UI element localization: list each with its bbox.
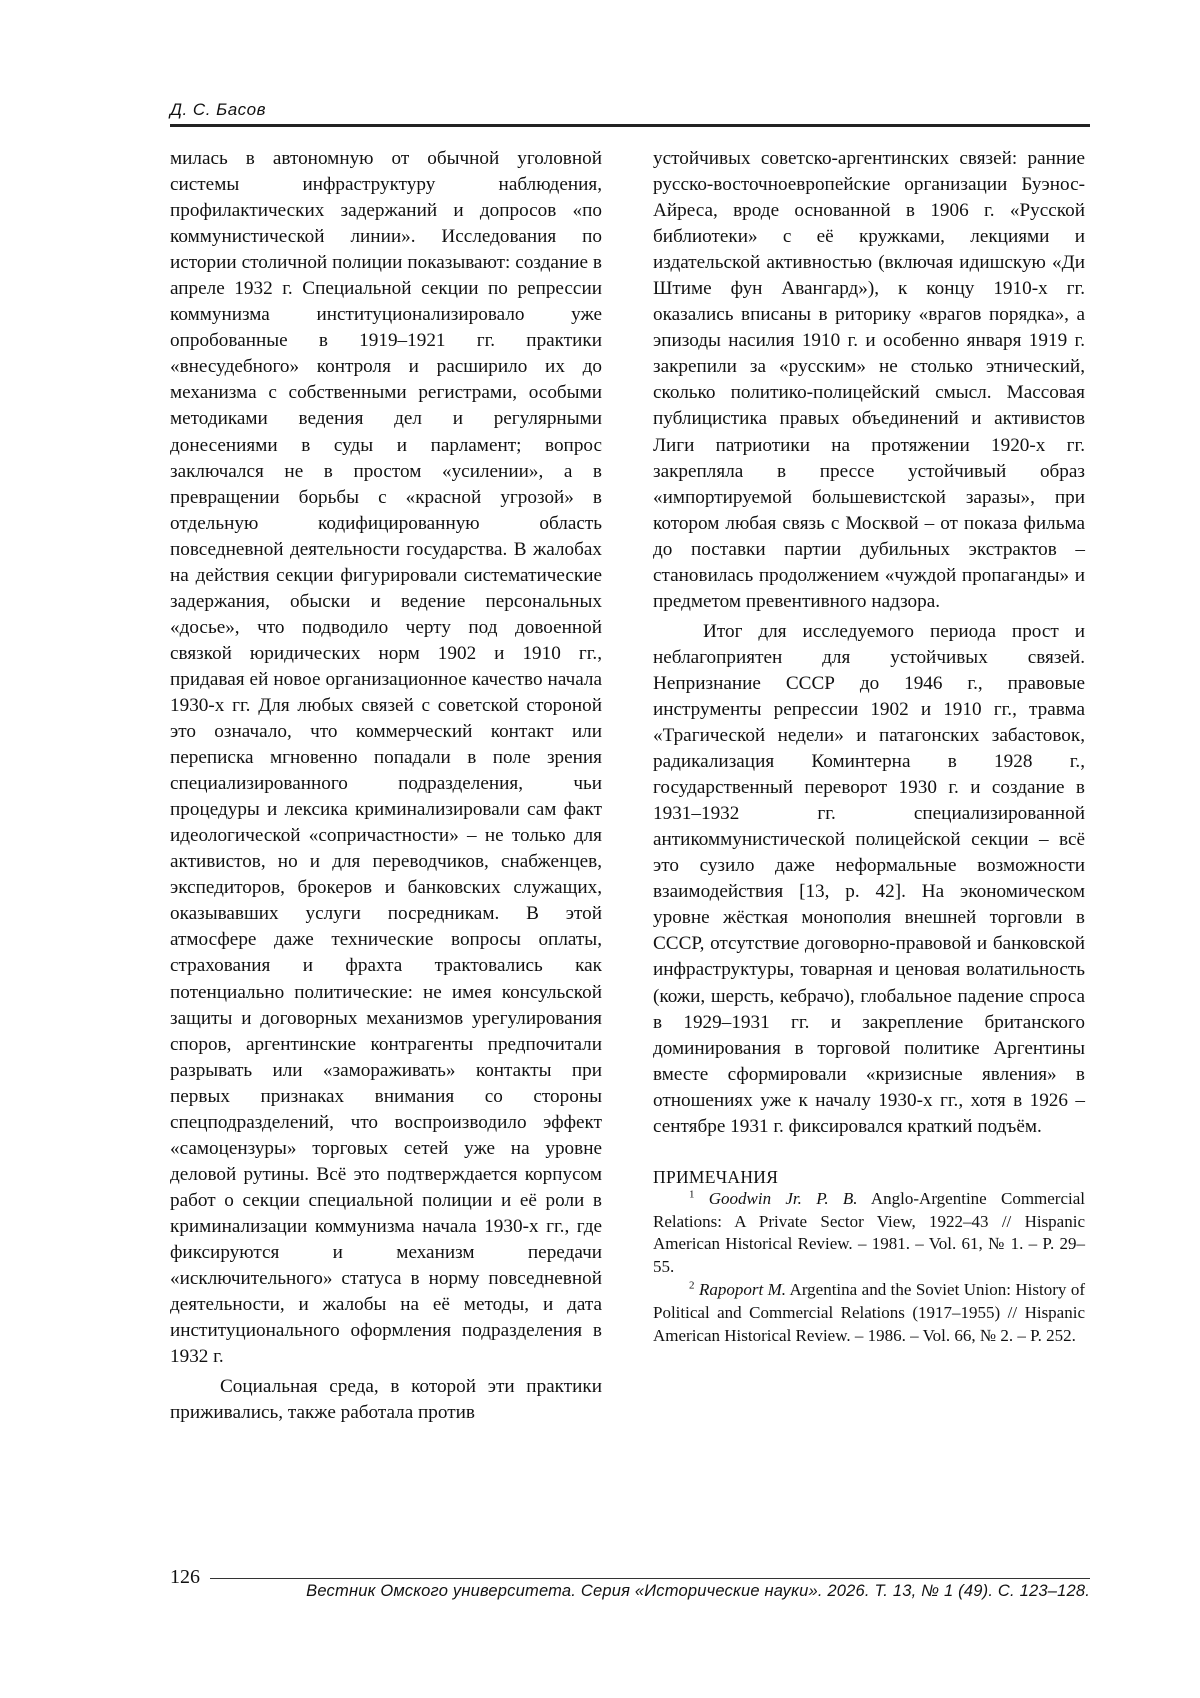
header-rule: [170, 124, 1090, 127]
body-paragraph: устойчивых советско-аргентинских связей: ранние русско-восточноевропейские организации Буэнос-Айреса, вроде основанной в 1906 г. «Русской библиотеки» с её кружками, лекциями и издательской активностью (включая идишскую «Ди Штиме фун Авангард»), к концу 1910-х гг. оказались вписаны в риторику «врагов порядка», а эпизоды насилия 1910 г. и особенно января 1919 г. закрепили за «русским» не столько этнический, сколько политико-полицейский смысл. Массовая публицистика правых объединений и активистов Лиги патриотики на протяжении 1920-х гг. закрепляла в прессе устойчивый образ «импортируемой большевистской заразы», при котором любая связь с Москвой – от показа фильма до поставки партии дубильных экстрактов – становилась продолжением «чуждой пропаганды» и предметом превентивного надзора.: [653, 148, 1085, 612]
journal-citation: Вестник Омского университета. Серия «Исторические науки». 2026. Т. 13, № 1 (49). С. 123–128.: [306, 1582, 1090, 1600]
right-column: [653, 146, 1085, 1347]
body-paragraph: милась в автономную от обычной уголовной системы инфраструктуру наблюдения, профилактических задержаний и допросов «по коммунистической линии». Исследования по истории столичной полиции показывают: создание в апреле 1932 г. Специальной секции по репрессии коммунизма институционализировало уже опробованные в 1919–1921 гг. практики «внесудебного» контроля и расширило их до механизма с собственными регистрами, особыми методиками ведения дел и регулярными донесениями в суды и парламент; вопрос заключался не в простом «усилении», а в превращении борьбы с «красной угрозой» в отдельную кодифицированную область повседневной деятельности государства. В жалобах на действия секции фигурировали систематические задержания, обыски и ведение персональных «досье», что подводило черту под довоенной связкой юридических норм 1902 и 1910 гг., придавая ей новое организационное качество начала 1930-х гг. Для любых связей с советской стороной это означало, что коммерческий контакт или переписка мгновенно попадали в поле зрения специализированного подразделения, чьи процедуры и лексика криминализировали сам факт идеологической «сопричастности» – не только для активистов, но и для переводчиков, снабженцев, экспедиторов, брокеров и банковских служащих, оказывавших услуги посредникам. В этой атмосфере даже технические вопросы оплаты, страхования и фрахта трактовались как потенциально политические: не имея консульской защиты и договорных механизмов урегулирования споров, аргентинские контрагенты предпочитали разрывать или «замораживать» контакты при первых признаках внимания со стороны спецподразделений, что воспроизводило эффект «самоцензуры» торговых сетей уже на уровне деловой рутины. Всё это подтверждается корпусом работ о секции специальной полиции и её роли в криминализации коммунизма начала 1930-х гг., где фиксируются и механизм передачи «исключительного» статуса в норму повседневной деятельности, и жалобы на её методы, и дата институционального оформления подразделения в 1932 г.: [170, 148, 602, 1368]
running-head-author: Д. С. Басов: [170, 100, 266, 119]
left-column: [170, 146, 602, 1426]
body-paragraph: Итог для исследуемого периода прост и неблагоприятен для устойчивых связей. Непризнание СССР до 1946 г., правовые инструменты репрессии 1902 и 1910 гг., травма «Трагической недели» и патагонских забастовок, радикализация Коминтерна в 1928 г., государственный переворот 1930 г. и создание в 1931–1932 гг. специализированной антикоммунистической полицейской секции – всё это сузило даже неформальные возможности взаимодействия [13, p. 42]. На экономическом уровне жёсткая монополия внешней торговли в СССР, отсутствие договорно-правовой и банковской инфраструктуры, товарная и ценовая волатильность (кожи, шерсть, кебрачо), глобальное падение спроса в 1929–1931 гг. и закрепление британского доминирования в торговой политике Аргентины вместе сформировали «кризисные явления» в отношениях уже к началу 1930-х гг., хотя в 1926 – сентябре 1931 г. фиксировался краткий подъём.: [653, 620, 1085, 1137]
footnote: [653, 1188, 1085, 1279]
footnote: [653, 1279, 1085, 1347]
footnote-text: Anglo-Argentine Commercial Relations: A Private Sector View, 1922–43 // Hispanic American Historical Review. – 1981. – Vol. 61, № 1. – P. 29–55.: [653, 1188, 1086, 1277]
footer-rule: [210, 1578, 1090, 1579]
footnote-number: 2: [689, 1279, 695, 1292]
footnote-author: Rapoport M.: [698, 1279, 787, 1299]
footnote-number: 1: [689, 1188, 695, 1201]
notes-heading: ПРИМЕЧАНИЯ: [653, 1166, 779, 1187]
body-paragraph: Социальная среда, в которой эти практики приживались, также работала против: [170, 1376, 602, 1424]
footnote-text: Argentina and the Soviet Union: History of Political and Commercial Relations (1917–1955) // Hispanic American Historical Review. – 1986. – Vol. 66, № 2. – P. 252.: [653, 1279, 1086, 1345]
footnote-author: Goodwin Jr. P. B.: [708, 1188, 858, 1208]
page-number: 126: [170, 1566, 200, 1588]
